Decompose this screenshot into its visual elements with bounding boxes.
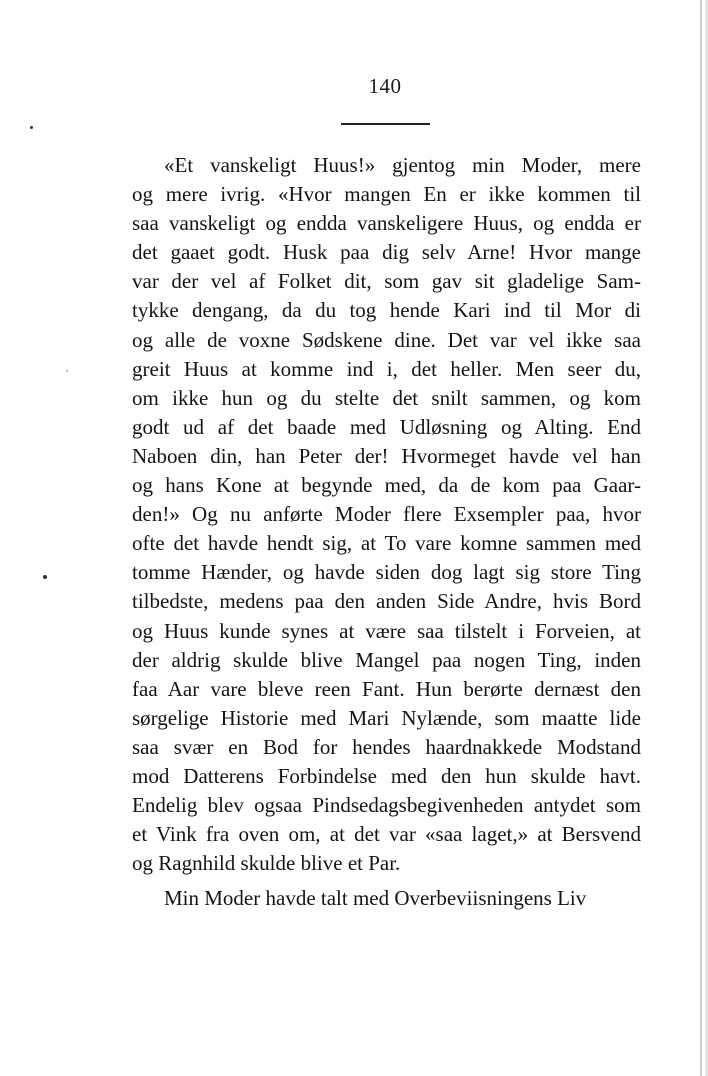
text-line: greit Huus at komme ind i, det heller. Men seer du, [132,356,641,381]
text-line: ofte det havde hendt sig, at To vare komne sammen med [132,531,641,556]
text-line: og Huus kunde synes at være saa tilstelt i Forveien, at [132,618,641,643]
page-edge [700,0,702,1076]
text-line: det gaaet godt. Husk paa dig selv Arne! Hvor mange [132,240,641,265]
text-line: og alle de voxne Sødskene dine. Det var vel ikke saa [132,327,641,352]
text-line: tykke dengang, da du tog hende Kari ind til Mor di [132,298,641,323]
text-line: den!» Og nu anførte Moder flere Exsempler paa, hvor [132,502,641,527]
text-line: Naboen din, han Peter der! Hvormeget havde vel han [132,443,641,468]
paragraph [132,151,641,878]
text-line: tomme Hænder, og havde siden dog lagt sig store Ting [132,560,641,585]
text-line: et Vink fra oven om, at det var «saa laget,» at Bersvend [132,822,641,847]
body-text [132,151,641,913]
text-line: saa svær en Bod for hendes haardnakkede Modstand [132,734,641,759]
text-line: og hans Kone at begynde med, da de kom paa Gaar- [132,473,641,498]
header-rule [341,123,430,125]
text-line: og mere ivrig. «Hvor mangen En er ikke kommen til [132,182,641,207]
scan-speck [43,575,47,579]
text-line: Endelig blev ogsaa Pindsedagsbegivenheden antydet som [132,793,641,818]
text-line: tilbedste, medens paa den anden Side Andre, hvis Bord [132,589,641,614]
text-line: og Ragnhild skulde blive et Par. [132,851,401,876]
text-line: der aldrig skulde blive Mangel paa nogen Ting, inden [132,647,641,672]
text-line: sørgelige Historie med Mari Nylænde, som maatte lide [132,705,641,730]
text-line: saa vanskeligt og endda vanskeligere Huus, og endda er [132,211,641,236]
text-line: faa Aar vare bleve reen Fant. Hun berørte dernæst den [132,676,641,701]
page-number: 140 [368,74,402,98]
text-line: var der vel af Folket dit, som gav sit gladelige Sam- [132,269,641,294]
scan-speck [66,370,68,372]
paragraph [132,884,641,913]
text-line: mod Datterens Forbindelse med den hun skulde havt. [132,763,641,788]
text-line: godt ud af det baade med Udløsning og Alting. End [132,414,641,439]
text-line: om ikke hun og du stelte det snilt sammen, og kom [132,385,641,410]
text-line: Min Moder havde talt med Overbeviisningens Liv [164,886,587,911]
text-line: «Et vanskeligt Huus!» gjentog min Moder, mere [164,153,641,177]
scan-speck [30,126,33,129]
